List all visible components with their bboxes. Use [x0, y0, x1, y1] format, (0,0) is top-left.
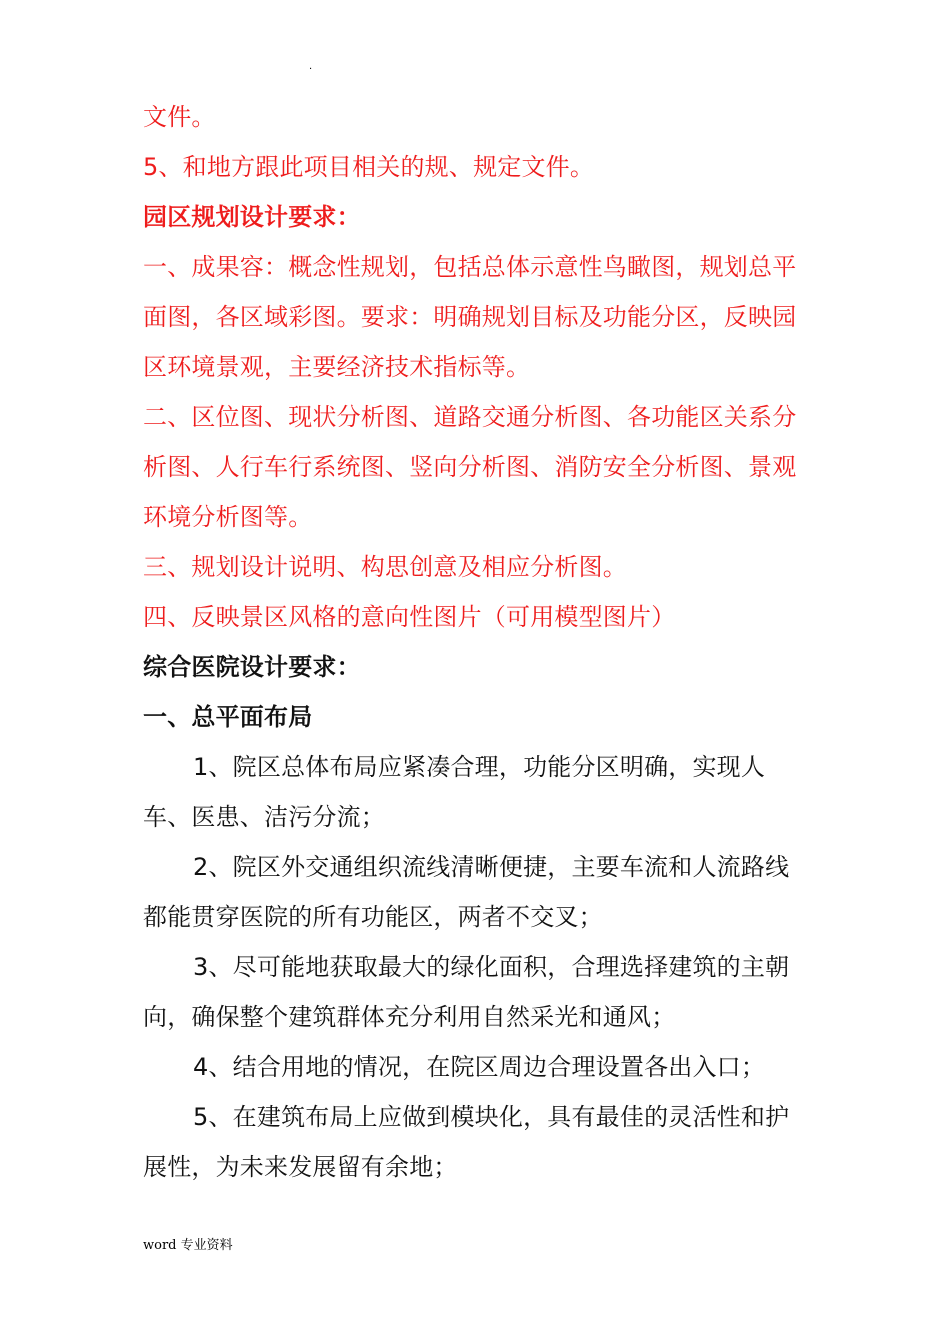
list-item-layout-3: 3、尽可能地获取最大的绿化面积，合理选择建筑的主朝向，确保整个建筑群体充分利用自然采光和通风； — [143, 953, 790, 1031]
list-item-layout-1: 1、院区总体布局应紧凑合理，功能分区明确，实现人车、医患、洁污分流； — [143, 753, 766, 831]
paragraph-local-regulations: 5、和地方跟此项目相关的规、规定文件。 — [143, 153, 595, 181]
paragraph-file-continuation: 文件。 — [143, 103, 216, 131]
header-dot: . — [309, 61, 313, 72]
page-footer: word 专业资料 — [143, 1238, 233, 1253]
paragraph-analysis-maps: 二、区位图、现状分析图、道路交通分析图、各功能区关系分析图、人行车行系统图、竖向分析图、消防安全分析图、景观环境分析图等。 — [143, 403, 797, 531]
paragraph-design-description: 三、规划设计说明、构思创意及相应分析图。 — [143, 553, 627, 581]
heading-hospital-design: 综合医院设计要求： — [143, 653, 361, 681]
heading-park-planning: 园区规划设计要求： — [143, 203, 361, 231]
document-body — [143, 92, 813, 1192]
list-item-layout-4: 4、结合用地的情况，在院区周边合理设置各出入口； — [193, 1053, 766, 1081]
paragraph-style-images: 四、反映景区风格的意向性图片（可用模型图片） — [143, 603, 676, 631]
list-item-layout-5: 5、在建筑布局上应做到模块化，具有最佳的灵活性和护展性，为未来发展留有余地； — [143, 1103, 790, 1181]
list-item-layout-2: 2、院区外交通组织流线清晰便捷，主要车流和人流路线都能贯穿医院的所有功能区，两者不交叉； — [143, 853, 790, 931]
heading-site-layout: 一、总平面布局 — [143, 703, 313, 731]
paragraph-deliverables: 一、成果容：概念性规划，包括总体示意性鸟瞰图，规划总平面图，各区域彩图。要求：明确规划目标及功能分区，反映园区环境景观，主要经济技术指标等。 — [143, 253, 797, 381]
